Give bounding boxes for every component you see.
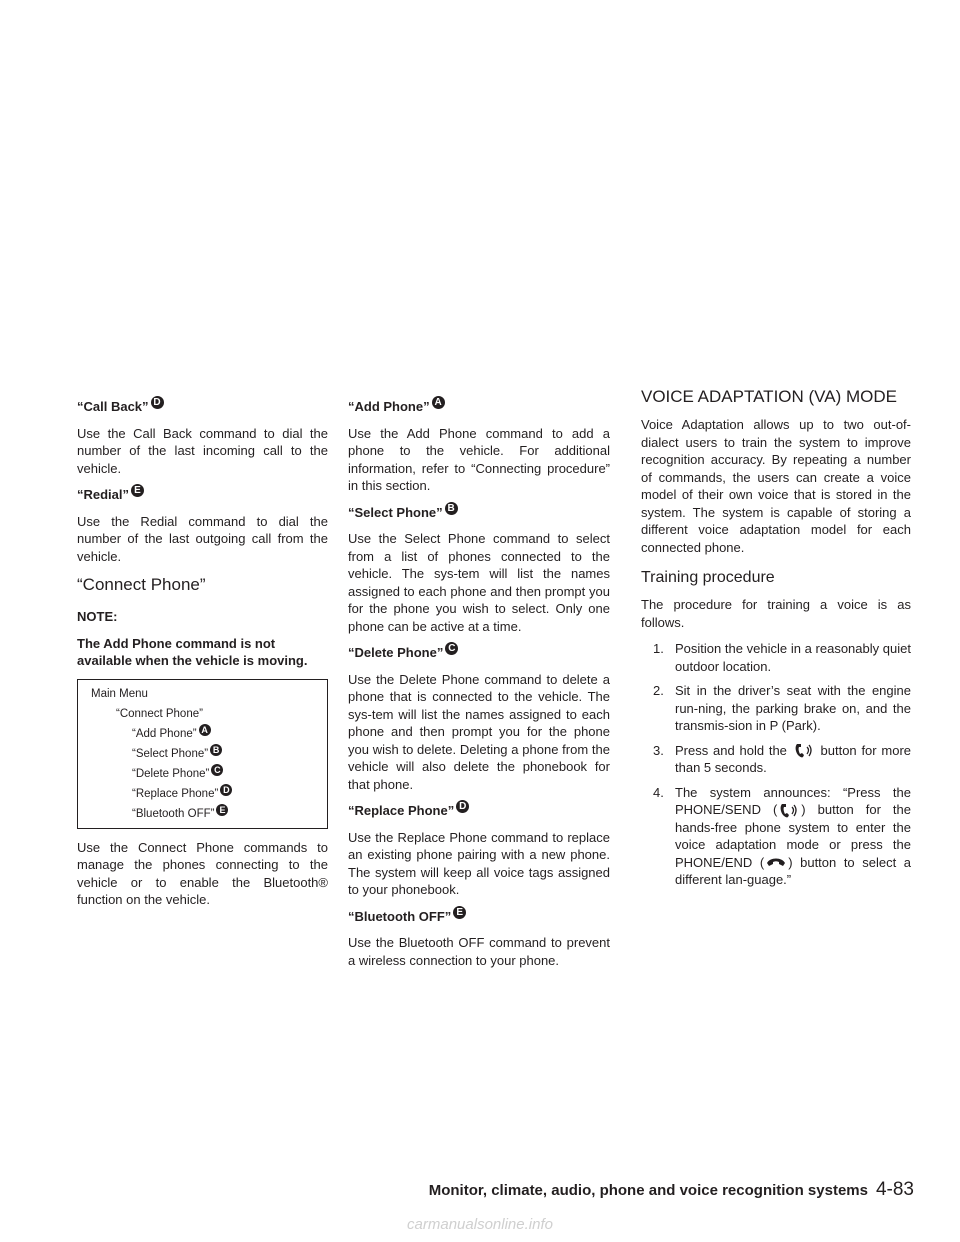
step-number: 4. <box>653 784 664 800</box>
note-text: The Add Phone command is not available when the vehicle is moving. <box>77 635 308 668</box>
callout-marker-icon: D <box>220 784 232 796</box>
step-text: Sit in the driver’s seat with the engine run-ning, the parking brake on, and the transmis-sion in P (Park). <box>675 683 911 733</box>
call-back-text: Use the Call Back command to dial the number of the last incoming call to the vehicle. <box>77 425 328 476</box>
menu-root: Main Menu <box>91 687 148 700</box>
callout-marker-icon: C <box>445 642 458 655</box>
menu-level1: “Connect Phone” <box>116 707 203 720</box>
call-back-heading-text: “Call Back” <box>77 399 149 414</box>
phone-end-icon <box>766 855 786 871</box>
step4-text-c: ) button to select a different lan-guage.” <box>675 854 912 888</box>
redial-heading-text: “Redial” <box>77 487 130 502</box>
va-mode-heading: VOICE ADAPTATION (VA) MODE <box>641 387 897 406</box>
menu-item <box>78 764 327 784</box>
list-item <box>641 742 911 777</box>
note-label: NOTE: <box>77 609 118 624</box>
menu-item-label: “Bluetooth OFF” <box>132 807 215 820</box>
page-number: 4-83 <box>875 1179 914 1200</box>
step4-text-a: The system announces: “Press the PHONE/SEND ( <box>675 784 911 818</box>
callout-marker-icon: E <box>453 906 466 919</box>
training-intro: The procedure for training a voice is as follows. <box>641 597 911 630</box>
step3-text-a: Press and hold the <box>675 742 787 758</box>
select-phone-text: Use the Select Phone command to select from a list of phones connected to the vehicle. The sys-tem will list the names assigned to each phone and then prompt you for the phone you wish to select. Only one phone can be active at a time. <box>348 531 610 634</box>
menu-item <box>78 804 327 824</box>
step4-text-b: ) button for the hands-free phone system to enter the voice adaptation mode or press the PHONE/END ( <box>675 802 911 870</box>
step-number: 1. <box>653 641 664 656</box>
callout-marker-icon: B <box>445 502 458 515</box>
step-text <box>675 784 911 889</box>
step-text: Position the vehicle in a reasonably quiet outdoor location. <box>675 641 911 674</box>
va-mode-text: Voice Adaptation allows up to two out-of-dialect users to train the system to improve recognition accuracy. By repeating a number of commands, the users can create a voice model of their own voice that is stored in the system. The system is capable of storing a different voice adaptation model for each connected phone. <box>641 417 911 555</box>
callout-marker-icon: E <box>216 804 228 816</box>
page-footer <box>424 1181 914 1200</box>
step-number: 2. <box>653 683 664 698</box>
add-phone-text: Use the Add Phone command to add a phone to the vehicle. For additional information, refer to “Connecting procedure” in this section. <box>348 425 610 493</box>
watermark: carmanualsonline.info <box>407 1216 553 1233</box>
add-phone-heading-text: “Add Phone” <box>348 399 430 414</box>
connect-phone-heading: “Connect Phone” <box>77 575 206 594</box>
menu-item <box>78 744 327 764</box>
training-steps <box>641 640 911 889</box>
menu-tree-box <box>77 679 328 829</box>
menu-item-label: “Add Phone” <box>132 727 197 740</box>
menu-item-label: “Delete Phone” <box>132 767 210 780</box>
middle-column <box>348 398 610 978</box>
add-phone-heading <box>348 398 610 416</box>
select-phone-heading-text: “Select Phone” <box>348 504 443 520</box>
list-item <box>641 682 911 735</box>
list-item <box>641 784 911 889</box>
step-text <box>675 742 911 777</box>
select-phone-heading <box>348 504 610 522</box>
replace-phone-heading <box>348 802 610 820</box>
connect-phone-text: Use the Connect Phone commands to manage the phones connecting to the vehicle or to enable the Bluetooth® function on the vehicle. <box>77 839 328 907</box>
call-back-heading <box>77 398 328 416</box>
step3-text-b: button for more than 5 seconds. <box>675 742 912 776</box>
training-heading: Training procedure <box>641 569 775 586</box>
bluetooth-off-text: Use the Bluetooth OFF command to prevent a wireless connection to your phone. <box>348 935 610 968</box>
list-item <box>641 640 911 675</box>
right-column <box>641 387 912 896</box>
phone-send-icon <box>779 803 799 819</box>
menu-item-label: “Select Phone” <box>132 747 209 760</box>
callout-marker-icon: A <box>432 396 445 409</box>
replace-phone-heading-text: “Replace Phone” <box>348 803 455 818</box>
replace-phone-text: Use the Replace Phone command to replace an existing phone pairing with a new phone. The system will keep all voice tags assigned to your phonebook. <box>348 829 610 897</box>
phone-send-icon <box>794 743 814 759</box>
menu-item-label: “Replace Phone” <box>132 787 219 800</box>
callout-marker-icon: D <box>456 800 469 813</box>
redial-text: Use the Redial command to dial the number of the last outgoing call from the vehicle. <box>77 513 328 564</box>
bluetooth-off-heading <box>348 908 610 926</box>
callout-marker-icon: B <box>210 744 222 756</box>
step-number: 3. <box>653 742 664 758</box>
menu-item <box>78 784 327 804</box>
menu-item <box>78 724 327 744</box>
delete-phone-text: Use the Delete Phone command to delete a phone that is connected to the vehicle. The sys-tem will list the names assigned to each phone and then prompt you for the phone you wish to delete. Deleting a phone from the vehicle will also delete the phonebook for that phone. <box>348 671 610 792</box>
delete-phone-heading-text: “Delete Phone” <box>348 645 444 660</box>
delete-phone-heading <box>348 644 610 662</box>
callout-marker-icon: E <box>131 484 144 497</box>
section-title: Monitor, climate, audio, phone and voice recognition systems <box>428 1182 868 1199</box>
callout-marker-icon: A <box>199 724 211 736</box>
left-column <box>77 398 328 918</box>
redial-heading <box>77 486 328 504</box>
callout-marker-icon: C <box>211 764 223 776</box>
bluetooth-off-heading-text: “Bluetooth OFF” <box>348 908 452 924</box>
callout-marker-icon: D <box>151 396 164 409</box>
